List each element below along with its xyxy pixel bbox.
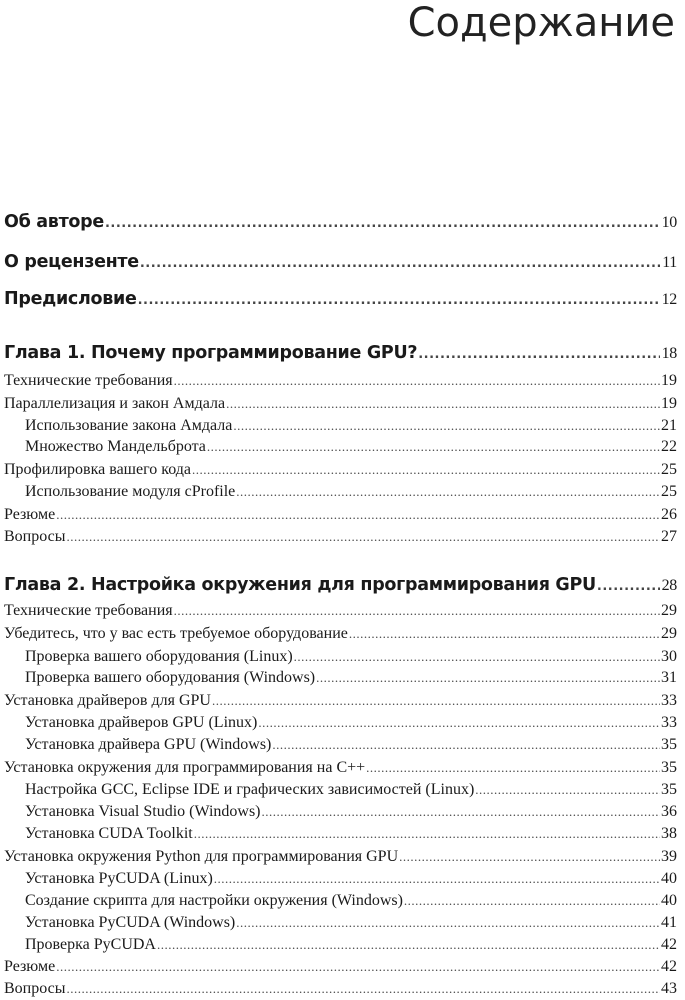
toc-entry-title: Резюме	[4, 506, 56, 523]
toc-page-number: 22	[661, 438, 677, 455]
toc-entry-title: Установка PyCUDA (Windows)	[25, 914, 236, 931]
toc-entry-title: Установка окружения для программирования на С++	[4, 759, 366, 776]
toc-entry-title: Об авторе	[4, 212, 104, 232]
toc-entry-title: Установка драйвера GPU (Windows)	[25, 736, 272, 753]
toc-page-number: 43	[661, 980, 677, 997]
toc-heading-entry[interactable]	[4, 575, 677, 595]
toc-entry-title: О рецензенте	[4, 252, 139, 272]
toc-page-number: 12	[661, 291, 677, 308]
toc-entry[interactable]	[4, 892, 677, 910]
toc-entry[interactable]	[4, 936, 677, 954]
dot-leader	[194, 826, 660, 842]
dot-leader	[316, 670, 660, 686]
dot-leader	[66, 529, 660, 545]
dot-leader	[192, 462, 660, 478]
toc-entry[interactable]	[4, 759, 677, 777]
toc-page-number: 30	[661, 648, 677, 665]
toc-entry-title: Глава 1. Почему программирование GPU?	[4, 343, 418, 363]
dot-leader	[140, 256, 660, 271]
toc-page-number: 33	[661, 692, 677, 709]
toc-entry[interactable]	[4, 714, 677, 732]
toc-heading-entry[interactable]	[4, 343, 677, 363]
toc-entry-title: Вопросы	[4, 528, 66, 545]
toc-page-number: 10	[661, 214, 677, 231]
toc-entry[interactable]	[4, 870, 677, 888]
toc-page-number: 27	[661, 528, 677, 545]
dot-leader	[399, 849, 660, 865]
dot-leader	[138, 293, 660, 308]
toc-entry[interactable]	[4, 625, 677, 643]
dot-leader	[597, 579, 660, 594]
toc-entry-title: Настройка GCC, Eclipse IDE и графических зависимостей (Linux)	[25, 781, 475, 798]
toc-page-number: 40	[661, 870, 677, 887]
toc-page-number: 36	[661, 803, 677, 820]
toc-entry[interactable]	[4, 483, 677, 501]
toc-entry-title: Проверка вашего оборудования (Linux)	[25, 648, 293, 665]
dot-leader	[207, 439, 660, 455]
dot-leader	[226, 396, 660, 412]
toc-heading-entry[interactable]	[4, 252, 677, 272]
toc-entry-title: Установка окружения Python для программирования GPU	[4, 848, 399, 865]
toc-entry[interactable]	[4, 803, 677, 821]
dot-leader	[349, 626, 660, 642]
page-title: Содержание	[407, 0, 675, 46]
toc-page-number: 35	[661, 759, 677, 776]
toc-entry-title: Установка Visual Studio (Windows)	[25, 803, 261, 820]
dot-leader	[366, 760, 660, 776]
toc-page-number: 42	[661, 958, 677, 975]
toc-entry-title: Проверка вашего оборудования (Windows)	[25, 669, 316, 686]
toc-page-number: 40	[661, 892, 677, 909]
dot-leader	[258, 715, 660, 731]
toc-page-number: 19	[661, 372, 677, 389]
dot-leader	[233, 418, 660, 434]
toc-entry-title: Резюме	[4, 958, 56, 975]
toc-entry-title: Проверка PyCUDA	[25, 936, 156, 953]
dot-leader	[56, 959, 660, 975]
toc-entry[interactable]	[4, 669, 677, 687]
toc-page-number: 11	[662, 254, 677, 271]
toc-entry-title: Технические требования	[4, 372, 173, 389]
toc-page-number: 18	[661, 345, 677, 362]
toc-entry[interactable]	[4, 506, 677, 524]
toc-page-number: 35	[661, 781, 677, 798]
dot-leader	[475, 782, 660, 798]
toc-entry-title: Параллелизация и закон Амдала	[4, 395, 226, 412]
dot-leader	[262, 804, 661, 820]
dot-leader	[214, 871, 660, 887]
dot-leader	[272, 737, 660, 753]
dot-leader	[418, 347, 660, 362]
dot-leader	[294, 649, 660, 665]
dot-leader	[174, 603, 660, 619]
dot-leader	[174, 373, 660, 389]
toc-page-number: 28	[661, 577, 677, 594]
toc-heading-entry[interactable]	[4, 212, 677, 232]
toc-entry[interactable]	[4, 461, 677, 479]
toc-entry[interactable]	[4, 914, 677, 932]
toc-entry[interactable]	[4, 417, 677, 435]
toc-entry[interactable]	[4, 958, 677, 976]
toc-entry-title: Технические требования	[4, 602, 173, 619]
toc-page-number: 25	[661, 461, 677, 478]
toc-page-number: 21	[661, 417, 677, 434]
toc-entry[interactable]	[4, 648, 677, 666]
toc-entry[interactable]	[4, 438, 677, 456]
toc-page-number: 35	[661, 736, 677, 753]
toc-entry[interactable]	[4, 980, 677, 998]
toc-page-number: 38	[661, 825, 677, 842]
toc-entry-title: Установка PyCUDA (Linux)	[25, 870, 213, 887]
dot-leader	[105, 216, 660, 231]
toc-entry-title: Профилировка вашего кода	[4, 461, 191, 478]
toc-page-number: 29	[661, 625, 677, 642]
toc-entry-title: Установка CUDA Toolkit	[25, 825, 193, 842]
dot-leader	[212, 693, 660, 709]
toc-page-number: 19	[661, 395, 677, 412]
toc-entry[interactable]	[4, 692, 677, 710]
toc-entry[interactable]	[4, 602, 677, 620]
dot-leader	[404, 893, 660, 909]
toc-page-number: 31	[661, 669, 677, 686]
dot-leader	[236, 484, 660, 500]
toc-entry-title: Установка драйверов для GPU	[4, 692, 211, 709]
toc-entry-title: Множество Мандельброта	[25, 438, 206, 455]
toc-entry-title: Вопросы	[4, 980, 66, 997]
toc-entry[interactable]	[4, 736, 677, 754]
toc-entry-title: Создание скрипта для настройки окружения (Windows)	[25, 892, 403, 909]
toc-page-number: 29	[661, 602, 677, 619]
dot-leader	[56, 507, 660, 523]
toc-entry[interactable]	[4, 528, 677, 546]
toc-entry-title: Использование модуля cProfile	[25, 483, 236, 500]
toc-page-number: 25	[661, 483, 677, 500]
toc-page-number: 39	[661, 848, 677, 865]
toc-entry-title: Предисловие	[4, 289, 137, 309]
toc-heading-entry[interactable]	[4, 289, 677, 309]
dot-leader	[157, 937, 660, 953]
toc-entry-title: Убедитесь, что у вас есть требуемое оборудование	[4, 625, 348, 642]
toc-page-number: 33	[661, 714, 677, 731]
dot-leader	[236, 915, 660, 931]
toc-entry-title: Глава 2. Настройка окружения для программирования GPU	[4, 575, 596, 595]
toc-entry-title: Установка драйверов GPU (Linux)	[25, 714, 258, 731]
toc-page-number: 26	[661, 506, 677, 523]
toc-entry[interactable]	[4, 395, 677, 413]
dot-leader	[66, 981, 660, 997]
toc-entry[interactable]	[4, 848, 677, 866]
toc-page-number: 41	[661, 914, 677, 931]
toc-entry[interactable]	[4, 825, 677, 843]
toc-page-number: 42	[661, 936, 677, 953]
toc-entry[interactable]	[4, 372, 677, 390]
toc-entry[interactable]	[4, 781, 677, 799]
toc-entry-title: Использование закона Амдала	[25, 417, 233, 434]
